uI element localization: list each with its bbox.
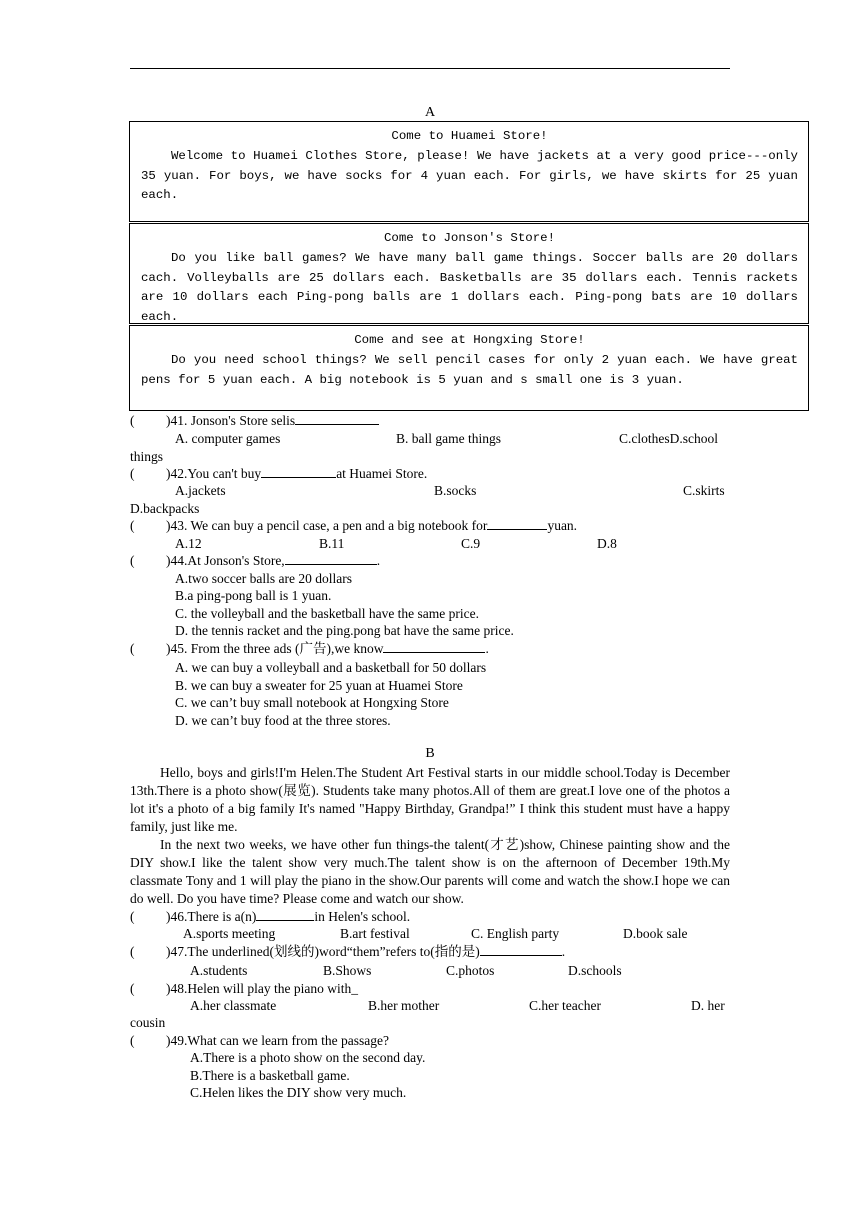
option-b: B.Shows — [323, 963, 372, 978]
answer-blank — [383, 640, 485, 653]
question-41: ( )41. Jonson's Store selis — [130, 412, 732, 430]
option-c: C.her teacher — [529, 998, 601, 1013]
question-stem: )41. Jonson's Store selis — [166, 413, 296, 428]
question-stem: )44.At Jonson's Store, — [166, 553, 285, 568]
section-b-label: B — [425, 746, 435, 761]
ad-body: Do you need school things? We sell pencil cases for only 2 yuan each. We have great pens for 5 yuan each. A big notebook is 5 yuan and s small one is 3 yuan. — [141, 352, 798, 387]
ad-huamei — [129, 121, 809, 222]
question-45: ( )45. From the three ads (广告),we know . — [130, 641, 489, 656]
passage-paragraph-2: In the next two weeks, we have other fun things-the talent(才艺)show, Chinese painting show and the DIY show.I like the talent show very much.The talent show is on the afternoon of December 19th.My classmate Tony and 1 will play the piano in the show.Our parents will come and watch the show.I hope we can do well. Do you have time? Please come and watch our show. — [130, 837, 730, 906]
option-a: A. computer games — [175, 431, 281, 446]
option-d: D.8 — [597, 536, 617, 551]
answer-blank — [487, 517, 547, 530]
passage-paragraph-1: Hello, boys and girls!I'm Helen.The Student Art Festival starts in our middle school.Today is December 13th.There is a photo show(展览). Students take many photos.All of them are great.I love one of the photos a lot it's a photo of a big family It's named "Happy Birthday, Grandpa!” I think this student must have a happy family, just like me. — [130, 765, 730, 834]
option-d: D. the tennis racket and the ping.pong bat have the same price. — [175, 623, 514, 638]
option-a: A.jackets — [175, 483, 226, 498]
option-c: C.9 — [461, 536, 481, 551]
option-a: A.her classmate — [190, 998, 277, 1013]
option-wrap: things — [130, 449, 164, 464]
ad-title: Come and see at Hongxing Store! — [354, 333, 585, 347]
question-stem: )48.Helen will play the piano with_ — [166, 981, 358, 996]
question-stem: )47.The underlined(划线的)word“them”refers to(指的是) — [166, 944, 480, 959]
option-d: D. we can’t buy food at the three stores. — [175, 713, 391, 728]
ad-jonson — [129, 223, 809, 324]
question-48: ( )48.Helen will play the piano with_ — [130, 981, 358, 996]
option-c: C. the volleyball and the basketball have the same price. — [175, 606, 480, 621]
answer-blank — [256, 908, 314, 921]
ad-body: Welcome to Huamei Clothes Store, please! We have jackets at a very good price---only 35 yuan. For boys, we have socks for 4 yuan each. For girls, we have skirts for 25 yuan each. — [141, 148, 798, 203]
ad-title: Come to Jonson's Store! — [383, 231, 556, 245]
option-a: A.12 — [175, 536, 202, 551]
option-c: C.skirts — [683, 483, 725, 498]
option-d: D.book sale — [623, 926, 688, 941]
option-c: C. English party — [471, 926, 560, 941]
option-wrap: cousin — [130, 1015, 166, 1030]
option-b: B. we can buy a sweater for 25 yuan at Huamei Store — [175, 678, 463, 693]
option-d: D.backpacks — [130, 501, 200, 516]
option-b: B.art festival — [340, 926, 410, 941]
question-stem: )43. We can buy a pencil case, a pen and a big notebook for — [166, 518, 488, 533]
option-b: B.socks — [434, 483, 477, 498]
option-d: D. her — [691, 998, 725, 1013]
ad-title: Come to Huamei Store! — [391, 129, 548, 143]
question-stem: )42.You can't buy — [166, 466, 262, 481]
question-47: ( )47.The underlined(划线的)word“them”refers to(指的是) . — [130, 944, 566, 959]
option-b: B.There is a basketball game. — [190, 1068, 350, 1083]
option-a: A.two soccer balls are 20 dollars — [175, 571, 352, 586]
option-b: B.11 — [319, 536, 345, 551]
question-43: ( )43. We can buy a pencil case, a pen and a big notebook for yuan. — [130, 518, 578, 533]
question-stem: )46.There is a(n) — [166, 909, 257, 924]
ad-body: Do you like ball games? We have many ball game things. Soccer balls are 20 dollars cach. Volleyballs are 25 dollars each. Basketballs are 35 dollars each. Tennis rackets are 10 dollars each Ping-pong balls are 1 dollars each. Ping-pong bats are 10 dollars each. — [141, 250, 798, 325]
question-44: ( )44.At Jonson's Store, . — [130, 553, 381, 568]
option-a: A.There is a photo show on the second day. — [190, 1050, 426, 1065]
question-stem: )45. From the three ads (广告),we know — [166, 641, 384, 656]
option-c: C.photos — [446, 963, 495, 978]
question-49: ( )49.What can we learn from the passage? — [130, 1033, 390, 1048]
answer-blank — [295, 412, 379, 425]
option-a: A.sports meeting — [183, 926, 276, 941]
answer-blank — [480, 943, 562, 956]
answer-blank — [261, 465, 336, 478]
option-cd: C.clothesD.school — [619, 431, 718, 446]
option-a: A. we can buy a volleyball and a basketball for 50 dollars — [175, 660, 487, 675]
header-rule — [130, 68, 730, 69]
question-42: ( )42.You can't buy at Huamei Store. — [130, 466, 428, 481]
question-stem: )49.What can we learn from the passage? — [166, 1033, 390, 1048]
option-b: B.her mother — [368, 998, 440, 1013]
question-46: ( )46.There is a(n) in Helen's school. — [130, 909, 411, 924]
option-c: C.Helen likes the DIY show very much. — [190, 1085, 407, 1100]
section-a-label: A — [424, 105, 436, 120]
option-c: C. we can’t buy small notebook at Hongxing Store — [175, 695, 449, 710]
answer-blank — [285, 552, 377, 565]
option-a: A.students — [190, 963, 248, 978]
option-b: B.a ping-pong ball is 1 yuan. — [175, 588, 332, 603]
option-d: D.schools — [568, 963, 622, 978]
ad-hongxing — [129, 325, 809, 411]
option-b: B. ball game things — [396, 431, 501, 446]
